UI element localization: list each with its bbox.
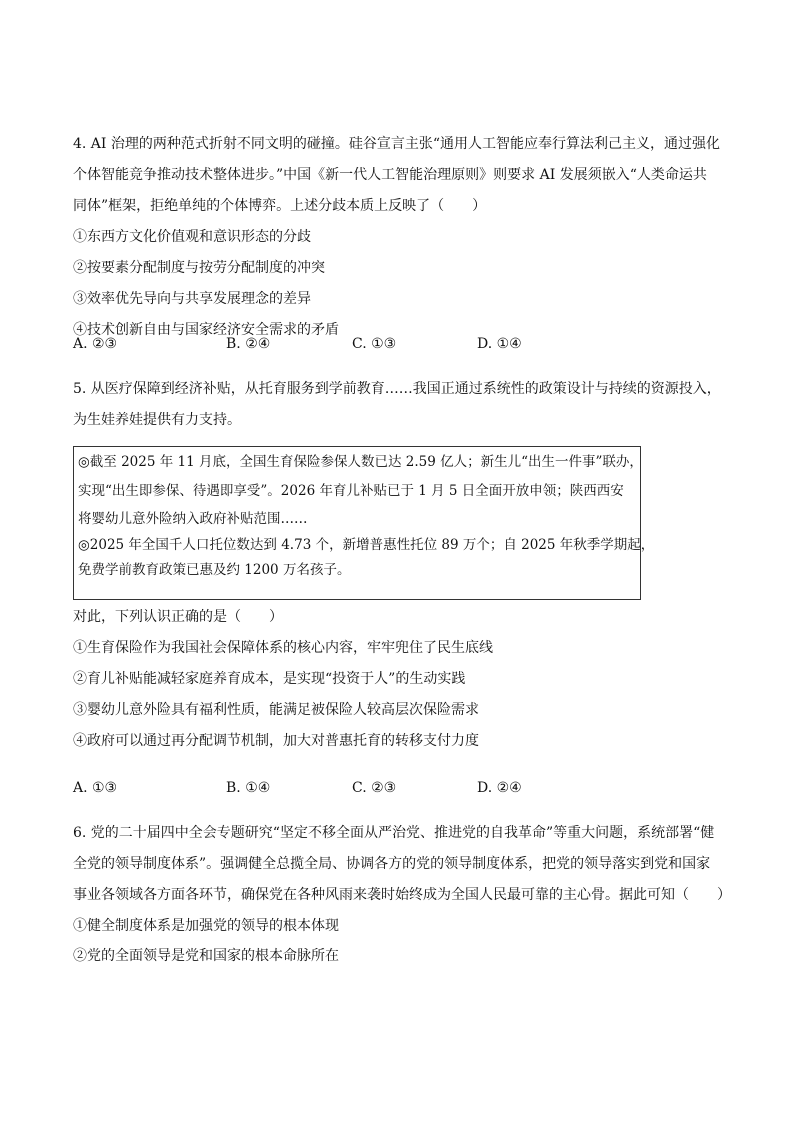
q4-stem-line-2: 个体智能竞争推动技术整体进步。”中国《新一代人工智能治理原则》则要求 AI 发展须嵌入“人类命运共 [73,167,707,183]
q5-material-line-4: ◎2025 年全国千人口托位数达到 4.73 个，新增普惠性托位 89 万个；自 2025 年秋季学期起， [78,537,655,553]
q5-material-line-5: 免费学前教育政策已惠及约 1200 万名孩子。 [78,562,351,578]
q5-item-3: ③婴幼儿意外险具有福利性质，能满足被保险人较高层次保险需求 [73,702,479,718]
q4-option-c: C. ①③ [352,336,397,352]
q5-option-d: D. ②④ [477,780,522,796]
q5-item-1: ①生育保险作为我国社会保障体系的核心内容，牢牢兜住了民生底线 [73,640,493,656]
q5-question: 对此，下列认识正确的是（ ） [73,609,283,625]
q6-item-1: ①健全制度体系是加强党的领导的根本体现 [73,918,339,934]
q5-material-box [73,446,655,600]
q5-item-2: ②育儿补贴能减轻家庭养育成本，是实现“投资于人”的生动实践 [73,671,466,687]
q4-option-d: D. ①④ [477,336,522,352]
q6-stem-line-2: 全党的领导制度体系”。强调健全总揽全局、协调各方的党的领导制度体系，把党的领导落实到党和国家 [73,856,711,872]
q5-material-line-2: 实现“出生即参保、待遇即享受”。2026 年育儿补贴已于 1 月 5 日全面开放申领；陕西西安 [78,483,624,499]
q5-option-c: C. ②③ [352,780,397,796]
q4-item-3: ③效率优先导向与共享发展理念的差异 [73,291,311,307]
q5-stem-line-2: 为生娃养娃提供有力支持。 [73,412,241,428]
q6-stem-line-3: 事业各领域各方面各环节，确保党在各种风雨来袭时始终成为全国人民最可靠的主心骨。据此可知（ ） [73,887,731,903]
q6-stem-line-1: 6. 党的二十届四中全会专题研究“坚定不移全面从严治党、推进党的自我革命”等重大问题，系统部署“健 [73,825,715,841]
q4-option-b: B. ②④ [226,336,271,352]
q5-material-line-1: ◎截至 2025 年 11 月底，全国生育保险参保人数已达 2.59 亿人；新生儿“出生一件事”联办， [78,454,643,470]
q5-material-line-3: 将婴幼儿意外险纳入政府补贴范围…… [78,511,308,527]
q4-stem-line-1: 4. AI 治理的两种范式折射不同文明的碰撞。硅谷宣言主张“通用人工智能应奉行算法利己主义，通过强化 [73,136,721,152]
q5-item-4: ④政府可以通过再分配调节机制，加大对普惠托育的转移支付力度 [73,733,479,749]
q5-option-a: A. ①③ [73,780,118,796]
q4-item-1: ①东西方文化价值观和意识形态的分歧 [73,229,311,245]
q5-option-b: B. ①④ [226,780,271,796]
q4-stem-line-3: 同体”框架，拒绝单纯的个体博弈。上述分歧本质上反映了（ ） [73,198,487,214]
q4-item-2: ②按要素分配制度与按劳分配制度的冲突 [73,260,325,276]
q4-item-4: ④技术创新自由与国家经济安全需求的矛盾 [73,322,339,338]
q6-item-2: ②党的全面领导是党和国家的根本命脉所在 [73,948,339,964]
q5-stem-line-1: 5. 从医疗保障到经济补贴，从托育服务到学前教育……我国正通过系统性的政策设计与持续的资源投入， [73,381,721,397]
q4-option-a: A. ②③ [73,336,118,352]
